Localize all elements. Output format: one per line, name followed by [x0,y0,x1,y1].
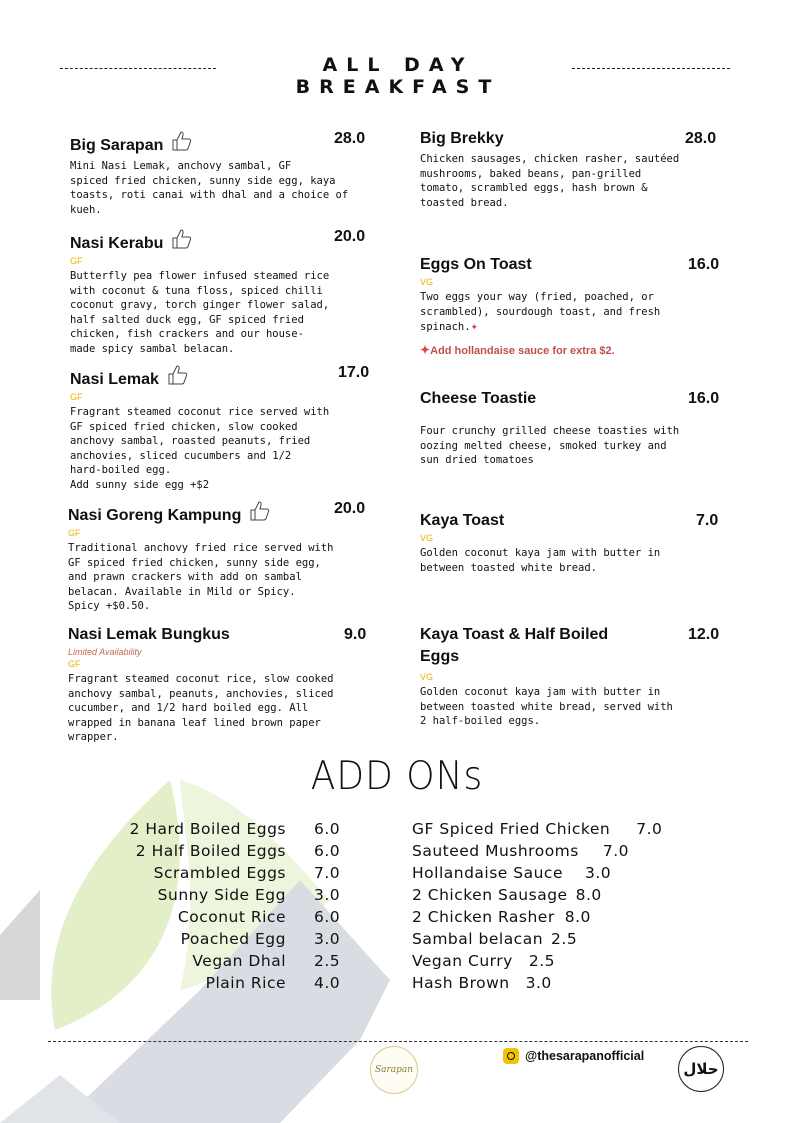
instagram-icon [503,1048,519,1064]
addon-name: 2 Half Boiled Eggs [135,842,286,860]
item-name: Nasi Lemak [70,371,159,388]
addons-list-right [412,818,732,994]
diet-tag: VG [420,533,434,543]
diet-tag: GF [68,528,81,538]
halal-text: حلال [683,1060,719,1078]
addon-item [100,928,370,950]
addon-item [100,818,370,840]
menu-item-cheese-toastie [420,388,720,468]
diet-tag: VG [420,672,434,682]
addon-price: 7.0 [314,864,341,882]
instagram-handle-text: @thesarapanofficial [525,1049,645,1063]
addon-price: 7.0 [636,820,663,838]
menu-item-eggs-on-toast [420,254,720,357]
addon-price: 3.0 [314,886,341,904]
addon-item [100,950,370,972]
section-title: ALL DAY BREAKFAST [295,54,501,98]
addon-item [412,884,732,906]
item-description: Golden coconut kaya jam with butter in between toasted white bread, served with 2 half-boiled eggs. [420,686,673,727]
add-on-note: Add hollandaise sauce for extra $2. [430,344,615,357]
addon-name: Coconut Rice [177,908,286,926]
addon-item [100,884,370,906]
menu-item-nasi-lemak-bungkus [68,624,370,745]
instagram-handle[interactable] [503,1048,644,1064]
addons-list-left [100,818,370,994]
item-name: Eggs On Toast [420,256,532,273]
item-description: Four crunchy grilled cheese toasties with oozing melted cheese, smoked turkey and sun dried tomatoes [420,425,680,466]
item-price: 28.0 [334,130,366,147]
menu-item-kaya-toast [420,510,720,575]
addon-price: 2.5 [314,952,341,970]
menu-item-nasi-lemak [70,362,370,492]
addon-price: 3.0 [584,864,612,882]
header-divider-right [572,68,730,69]
menu-item-nasi-goreng-kampung [68,498,370,614]
addon-name: GF Spiced Fried Chicken [412,820,611,838]
addon-name: Sambal belacan [412,930,544,948]
item-price: 17.0 [338,364,370,381]
addon-item [412,906,732,928]
addon-price: 7.0 [602,842,630,860]
addon-name: 2 Chicken Sausage [412,886,568,904]
addon-name: 2 Chicken Rasher [412,908,555,926]
item-name: Kaya Toast [420,512,505,529]
item-price: 20.0 [334,228,366,245]
thumbs-up-icon [247,498,273,524]
item-price: 7.0 [696,512,719,529]
menu-item-big-brekky [420,128,720,210]
item-description: Fragrant steamed coconut rice served with GF spiced fried chicken, slow cooked anchovy sambal, roasted peanuts, fried anchovies, sliced cucumbers and 1/2 hard-boiled egg. Add sunny side egg +$2 [70,406,330,491]
item-description: Golden coconut kaya jam with butter in between toasted white bread. [420,547,661,574]
addons-title: ADD ONs [310,753,484,800]
item-name: Big Brekky [420,130,504,147]
item-description: Traditional anchovy fried rice served with GF spiced fried chicken, sunny side egg, and prawn crackers with add on sambal belacan. Available in Mild or Spicy. Spicy +$0.50. [68,542,334,612]
diet-tag: GF [68,659,81,669]
addon-item [412,928,732,950]
item-price: 16.0 [688,256,720,273]
thumbs-up-icon [169,226,195,252]
item-name: Kaya Toast & Half Boiled Eggs [420,626,609,665]
addon-name: Hollandaise Sauce [412,864,563,882]
addon-price: 8.0 [575,886,602,904]
header-divider-left [60,68,216,69]
addon-name: 2 Hard Boiled Eggs [129,820,286,838]
addon-name: Poached Egg [180,930,286,948]
item-price: 20.0 [334,500,366,517]
logo-text: Sarapan [374,1065,414,1075]
addon-item [100,862,370,884]
sarapan-logo [370,1046,418,1094]
addon-price: 3.0 [525,974,552,992]
addon-name: Sauteed Mushrooms [412,842,579,860]
addon-price: 2.5 [528,952,555,970]
item-description: Mini Nasi Lemak, anchovy sambal, GF spiced fried chicken, sunny side egg, kaya toasts, roti canai with dhal and a choice of kueh. [70,160,349,216]
item-description: Two eggs your way (fried, poached, or scrambled), sourdough toast, and fresh spinach. [420,291,661,333]
item-name: Cheese Toastie [420,390,537,407]
diet-tag: VG [420,277,434,287]
addon-item [412,840,732,862]
thumbs-up-icon [165,362,191,388]
diet-tag: GF [70,256,83,266]
addon-item [412,950,732,972]
addon-name: Hash Brown [412,974,510,992]
item-name: Nasi Goreng Kampung [68,507,242,524]
item-price: 16.0 [688,390,720,407]
addon-item [412,972,732,994]
section-header [0,52,794,98]
addon-price: 8.0 [564,908,591,926]
addon-item [412,818,732,840]
menu-item-nasi-kerabu [70,226,370,356]
menu-item-big-sarapan [70,128,370,217]
sparkle-icon: ✦ [420,342,431,357]
sparkle-icon: ✦ [470,319,478,333]
addon-price: 4.0 [314,974,341,992]
item-price: 28.0 [685,130,717,147]
item-price: 12.0 [688,626,720,643]
item-description: Chicken sausages, chicken rasher, sautéed mushrooms, baked beans, pan-grilled tomato, scrambled eggs, hash brown & toasted bread. [420,153,680,209]
addon-name: Sunny Side Egg [157,886,286,904]
item-description: Fragrant steamed coconut rice, slow cooked anchovy sambal, peanuts, anchovies, sliced cucumber, and 1/2 hard boiled egg. All wrapped in banana leaf lined brown paper wrapper. [68,673,334,743]
item-name: Big Sarapan [70,137,164,154]
diet-tag: GF [70,392,83,402]
addon-item [412,862,732,884]
addon-name: Vegan Curry [412,952,513,970]
halal-logo [678,1046,724,1092]
addon-price: 6.0 [314,820,341,838]
addon-price: 6.0 [314,908,341,926]
item-price: 9.0 [344,626,367,643]
addon-name: Vegan Dhal [192,952,286,970]
addon-price: 6.0 [314,842,341,860]
availability-note: Limited Availability [68,647,142,657]
item-description: Butterfly pea flower infused steamed rice with coconut & tuna floss, spiced chilli coconut gravy, torch ginger flower salad, half salted duck egg, GF spiced fried chicken, fish crackers and our house- made spicy sambal belacan. [70,270,330,355]
addon-name: Scrambled Eggs [153,864,286,882]
addon-item [100,906,370,928]
item-name: Nasi Kerabu [70,235,164,252]
addon-item [100,840,370,862]
item-name: Nasi Lemak Bungkus [68,626,230,643]
menu-item-kaya-toast-half-boiled-eggs [420,624,720,729]
addon-item [100,972,370,994]
addon-name: Plain Rice [205,974,286,992]
addon-price: 3.0 [314,930,341,948]
thumbs-up-icon [169,128,195,154]
addon-price: 2.5 [551,930,578,948]
footer-divider [48,1041,748,1042]
